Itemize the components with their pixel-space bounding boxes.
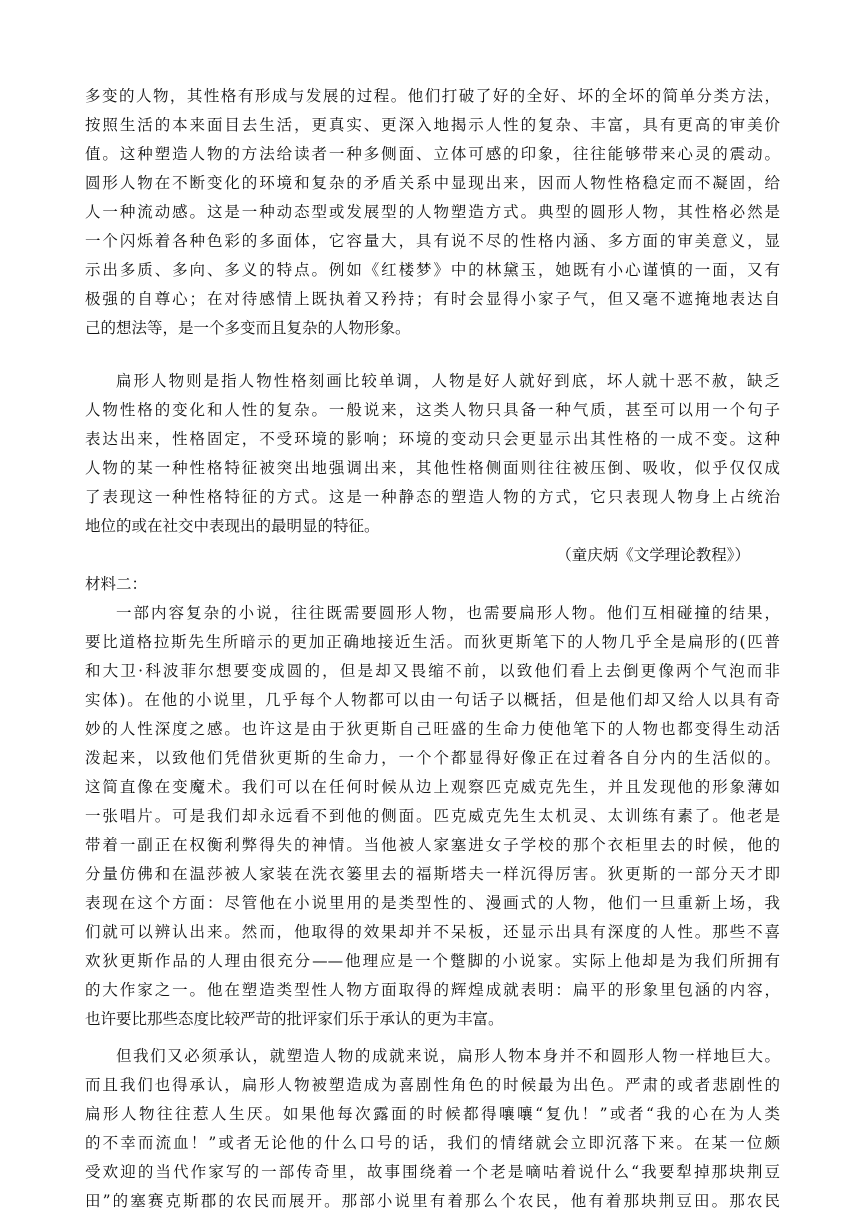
text-line: 泼起来，以致他们凭借狄更斯的生命力，一个个都显得好像正在过着各自分内的生活似的。 xyxy=(85,749,780,767)
text-line: 但我们又必须承认，就塑造人物的成就来说，扁形人物本身并不和圆形人物一样地巨大。 xyxy=(116,1047,780,1065)
text-line: 这简直像在变魔术。我们可以在任何时候从边上观察匹克威克先生，并且发现他的形象薄如 xyxy=(85,778,780,796)
text-line: 一个闪烁着各种色彩的多面体，它容量大，具有说不尽的性格内涵、多方面的审美意义，显 xyxy=(85,232,780,250)
text-line: 人一种流动感。这是一种动态型或发展型的人物塑造方式。典型的圆形人物，其性格必然是 xyxy=(85,203,780,221)
text-line: 们就可以辨认出来。然而，他取得的效果却并不呆板，还显示出具有深度的人性。那些不喜 xyxy=(85,923,780,941)
text-line: 的大作家之一。他在塑造类型性人物方面取得的辉煌成就表明：扁平的形象里包涵的内容， xyxy=(85,981,780,999)
text-line: 己的想法等，是一个多变而且复杂的人物形象。 xyxy=(85,319,411,337)
text-line: 表现在这个方面：尽管他在小说里用的是类型性的、漫画式的人物，他们一旦重新上场，我 xyxy=(85,894,780,912)
text-line: 一部内容复杂的小说，往往既需要圆形人物，也需要扁形人物。他们互相碰撞的结果， xyxy=(116,604,780,622)
paragraph-flat-limits xyxy=(85,1042,780,1216)
text-line: 扁形人物往往惹人生厌。如果他每次露面的时候都得嚷嚷“复仇！”或者“我的心在为人类 xyxy=(85,1105,780,1123)
text-line: 实体)。在他的小说里，几乎每个人物都可以由一句话子以概括，但是他们却又给人以具有奇 xyxy=(85,691,780,709)
text-line: 田”的塞赛克斯郡的农民而展开。那部小说里有着那么个农民，他有着那块荆豆田。那农民 xyxy=(85,1192,780,1210)
text-line: 多变的人物，其性格有形成与发展的过程。他们打破了好的全好、坏的全坏的简单分类方法， xyxy=(85,87,780,105)
text-line: 分量仿佛和在温莎被人家装在洗衣篓里去的福斯塔夫一样沉得厉害。狄更斯的一部分天才即 xyxy=(85,865,780,883)
paragraph-gap xyxy=(85,343,780,367)
text-line: 也许要比那些态度比较严苛的批评家们乐于承认的更为丰富。 xyxy=(85,1010,504,1028)
text-line: 和大卫·科波菲尔想要变成圆的，但是却又畏缩不前，以致他们看上去倒更像两个气泡而非 xyxy=(85,662,780,680)
text-line: 极强的自尊心；在对待感情上既执着又矜持；有时会显得小家子气，但又毫不遮掩地表达自 xyxy=(85,290,780,308)
paragraph-dickens xyxy=(85,599,780,1034)
text-line: 扁形人物则是指人物性格刻画比较单调，人物是好人就好到底，坏人就十恶不赦，缺乏 xyxy=(116,372,780,390)
text-line: 的不幸而流血！”或者无论他的什么口号的话，我们的情绪就会立即沉落下来。在某一位颇 xyxy=(85,1134,780,1152)
text-line: 受欢迎的当代作家写的一部传奇里，故事围绕着一个老是嘀咕着说什么“我要犁掉那块荆豆 xyxy=(85,1163,780,1181)
text-line: 欢狄更斯作品的人理由很充分——他理应是一个蹩脚的小说家。实际上他却是为我们所拥有 xyxy=(85,952,780,970)
text-line: 而且我们也得承认，扁形人物被塑造成为喜剧性角色的时候最为出色。严肃的或者悲剧性的 xyxy=(85,1076,780,1094)
text-line: 示出多质、多向、多义的特点。例如《红楼梦》中的林黛玉，她既有小心谨慎的一面，又有 xyxy=(85,261,780,279)
text-line: 要比道格拉斯先生所暗示的更加正确地接近生活。而狄更斯笔下的人物几乎全是扁形的(匹普 xyxy=(85,633,780,651)
citation-source: （童庆炳《文学理论教程》） xyxy=(556,546,750,564)
text-line: 一张唱片。可是我们却永远看不到他的侧面。匹克威克先生太机灵、太训练有素了。他老是 xyxy=(85,807,780,825)
text-line: 妙的人性深度之感。也许这是由于狄更斯自己旺盛的生命力使他笔下的人物也都变得生动活 xyxy=(85,720,780,738)
material-two-label: 材料二： xyxy=(85,575,148,593)
text-line: 带着一副正在权衡利弊得失的神情。当他被人家塞进女子学校的那个衣柜里去的时候，他的 xyxy=(85,836,780,854)
paragraph-gap xyxy=(85,1034,780,1042)
text-line: 表达出来，性格固定，不受环境的影响；环境的变动只会更显示出其性格的一成不变。这种 xyxy=(85,430,780,448)
text-line: 人物的某一种性格特征被突出地强调出来，其他性格侧面则往往被压倒、吸收，似乎仅仅成 xyxy=(85,459,780,477)
text-line: 按照生活的本来面目去生活，更真实、更深入地揭示人性的复杂、丰富，具有更高的审美价 xyxy=(85,116,780,134)
text-line: 地位的或在社交中表现出的最明显的特征。 xyxy=(85,517,380,535)
document-page xyxy=(85,82,780,1216)
text-line: 圆形人物在不断变化的环境和复杂的矛盾关系中显现出来，因而人物性格稳定而不凝固，给 xyxy=(85,174,780,192)
paragraph-round-characters xyxy=(85,82,780,343)
text-line: 人物性格的变化和人性的复杂。一般说来，这类人物只具备一种气质，甚至可以用一个句子 xyxy=(85,401,780,419)
paragraph-flat-characters xyxy=(85,367,780,541)
text-line: 了表现这一种性格特征的方式。这是一种静态的塑造人物的方式，它只表现人物身上占统治 xyxy=(85,488,780,506)
text-line: 值。这种塑造人物的方法给读者一种多侧面、立体可感的印象，往往能够带来心灵的震动。 xyxy=(85,145,780,163)
